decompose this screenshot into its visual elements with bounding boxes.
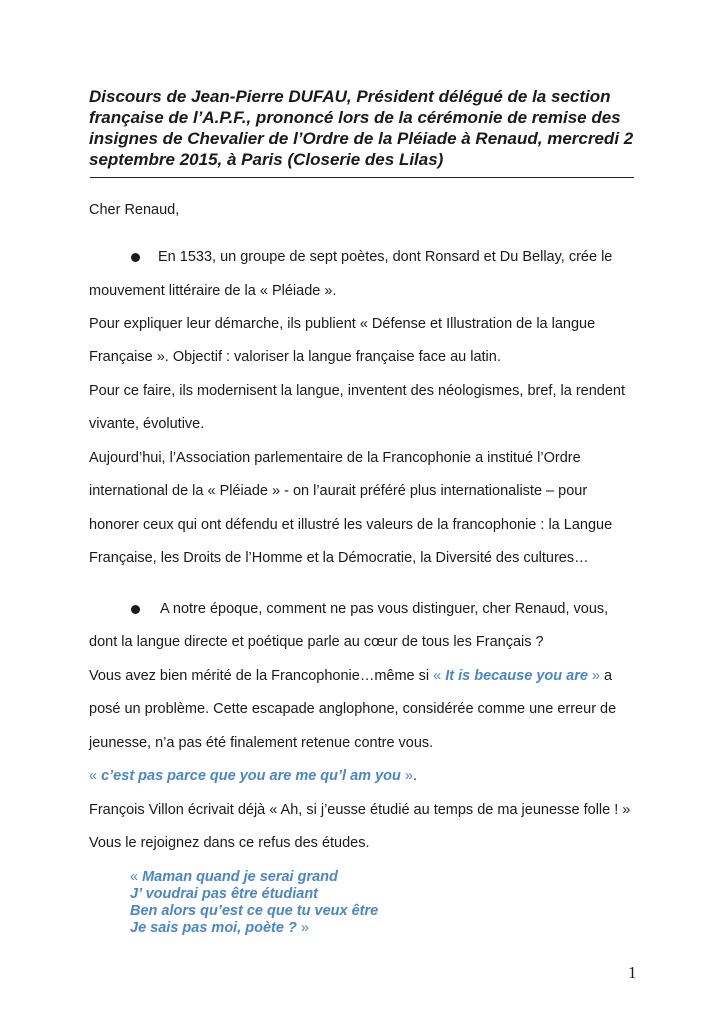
poem-line-2: J’ voudrai pas être étudiant (130, 886, 319, 902)
quote-open-mark: « (130, 869, 143, 885)
paragraph-1-line-1: En 1533, un groupe de sept poètes, dont Ronsard et Du Bellay, crée le (158, 249, 613, 265)
lyric-quote-period: . (412, 768, 417, 784)
quote-close-mark: » (296, 920, 309, 936)
poem-line-1-text: Maman quand je serai grand (142, 869, 338, 885)
paragraph-4-line-2: international de la « Pléiade » - on l’aurait préféré plus internationaliste – pour (89, 483, 588, 499)
paragraph-4-line-4: Française, les Droits de l’Homme et la Démocratie, la Diversité des cultures… (89, 550, 589, 566)
quote-open-mark: « (89, 768, 102, 784)
paragraph-6-text: Vous avez bien mérité de la Francophonie…même si (89, 668, 434, 684)
greeting: Cher Renaud, (89, 202, 180, 218)
poem-line-3: Ben alors qu’est ce que tu veux être (130, 903, 379, 919)
quote-close-mark: » (587, 668, 600, 684)
bullet-icon (131, 253, 140, 262)
quote-open-mark: « (433, 668, 446, 684)
poem-quote (130, 869, 378, 937)
lyric-quote (89, 766, 649, 786)
paragraph-6-line-1 (89, 666, 649, 686)
paragraph-6-line-2: posé un problème. Cette escapade anglophone, considérée comme une erreur de (89, 701, 617, 717)
title-divider (90, 177, 634, 178)
paragraph-5-line-2: dont la langue directe et poétique parle au cœur de tous les Français ? (89, 634, 544, 650)
quote-close-mark: » (400, 768, 413, 784)
paragraph-4-line-1: Aujourd’hui, l’Association parlementaire de la Francophonie a institué l’Ordre (89, 450, 581, 466)
paragraph-7-line-1: François Villon écrivait déjà « Ah, si j’eusse étudié au temps de ma jeunesse folle ! » (89, 802, 631, 818)
poem-line-4-text: Je sais pas moi, poète ? (130, 920, 297, 936)
lyric-quote-text: c’est pas parce que you are me qu’l am you (101, 768, 401, 784)
paragraph-3-line-1: Pour ce faire, ils modernisent la langue, inventent des néologismes, bref, la rendent (89, 383, 626, 399)
poem-line-1 (130, 869, 378, 886)
paragraph-6-text-tail: a (600, 668, 613, 684)
bullet-icon (131, 605, 140, 614)
paragraph-2-line-1: Pour expliquer leur démarche, ils publient « Défense et Illustration de la langue (89, 316, 596, 332)
paragraph-5-line-1: A notre époque, comment ne pas vous distinguer, cher Renaud, vous, (160, 601, 609, 617)
paragraph-2-line-2: Française ». Objectif : valoriser la langue française face au latin. (89, 349, 501, 365)
paragraph-4-line-3: honorer ceux qui ont défendu et illustré les valeurs de la francophonie : la Langue (89, 517, 613, 533)
paragraph-6-line-3: jeunesse, n’a pas été finalement retenue contre vous. (89, 735, 434, 751)
paragraph-1-line-2: mouvement littéraire de la « Pléiade ». (89, 283, 337, 299)
song-title-quote: It is because you are (445, 668, 588, 684)
paragraph-3-line-2: vivante, évolutive. (89, 416, 205, 432)
poem-line-4 (130, 920, 378, 937)
paragraph-7-line-2: Vous le rejoignez dans ce refus des études. (89, 835, 370, 851)
page-number: 1 (628, 963, 637, 982)
document-title: Discours de Jean-Pierre DUFAU, Président délégué de la section française de l’A.P.F., prononcé lors de la cérémonie de remise des insignes de Chevalier de l’Ordre de la Pléiade à Renaud, mercredi 2 septembre 2015, à Paris (Closerie des Lilas) (89, 87, 634, 169)
